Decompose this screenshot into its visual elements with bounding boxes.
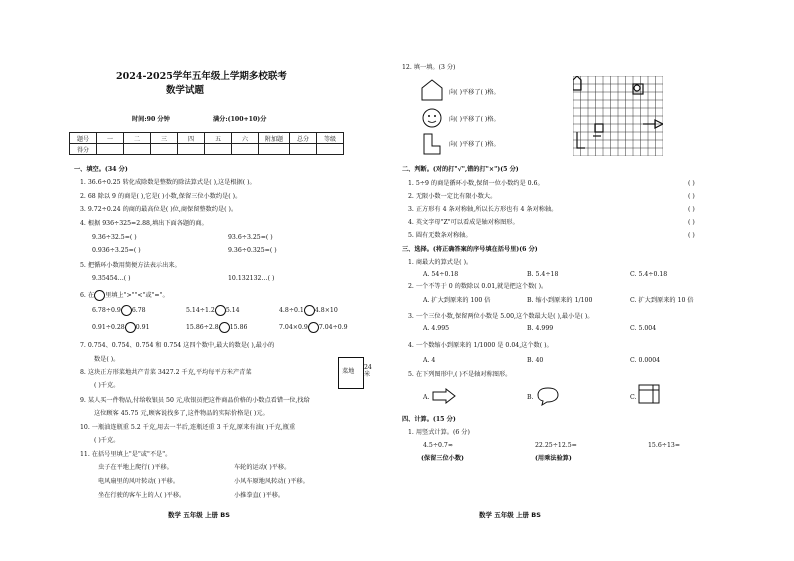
question-6-tail: 里填上">""<"或"="。 [105,292,169,299]
circle-blank-icon [94,290,105,301]
translation-grid-figure [573,76,663,156]
judge-item: 4. 英文字母"Z"可以看成是轴对称图形。 [408,219,519,226]
q12-row: 向( )平移了( )格。 [449,141,500,148]
compare-circle[interactable] [219,322,230,333]
question-12: 12. 填一填。(3 分) [402,64,456,71]
question-4b: 93.6÷3.25=( ) [228,234,273,241]
score-cell[interactable] [290,144,317,155]
arrow-shape-icon [432,388,456,404]
section-4-heading: 四、计算。(15 分) [402,416,456,423]
question-4a: 9.36÷32.5=( ) [92,234,137,241]
score-cell[interactable] [124,144,151,155]
smiley-face-icon [422,108,442,128]
question-11-item: 坐在行驶的客车上的人( )平移。 [98,492,186,499]
judge-item: 5. 圆有无数条对称轴。 [408,232,472,239]
choice-option[interactable]: B. 缩小到原来的 1/100 [527,297,593,304]
speech-bubble-icon [536,386,560,406]
question-6-lead: 6. 在 [80,292,95,299]
question-4: 4. 根据 936÷325=2.88,填出下面各题的商。 [80,220,208,227]
choice-option[interactable]: A. 4.995 [423,325,450,332]
vegetable-plot-figure [338,357,364,389]
compare-item: 4.8÷0.1 4.8×10 [279,307,338,314]
choice-option[interactable]: A. 扩大到原来的 100 倍 [423,297,491,304]
choice-question: 1. 商最大的算式是( )。 [408,259,473,266]
compare-circle[interactable] [308,322,319,333]
score-cell[interactable] [317,144,344,155]
question-5b: 10.132132…( ) [228,275,275,282]
exam-time: 时间:90 分钟 [132,116,170,123]
question-9: 9. 某人买一件物品,付给收银员 50 元,收银员把这件商品价格的小数点看错一位,找给 [80,397,310,404]
choice-option[interactable]: B. 40 [527,357,544,364]
choice-option[interactable]: B. [527,394,534,401]
question-10: 10. 一瓶油连瓶重 5.2 千克,用去一半后,连瓶还重 3 千克,原来有油( )千克,瓶重 [80,424,296,431]
calc-item: 15.6÷13= [648,442,681,449]
q12-row: 向( )平移了( )格。 [449,116,500,123]
compare-item: 5.14÷1.2 5.14 [186,307,240,314]
judge-item: 2. 无限小数一定比有限小数大。 [408,193,497,200]
score-header-cell: 五 [205,133,232,144]
question-11: 11. 在括号里填上"是"或"不是"。 [80,451,172,458]
score-header-cell: 附加题 [259,133,290,144]
compare-circle[interactable] [125,322,136,333]
score-header-cell: 三 [151,133,178,144]
choice-option[interactable]: C. [630,394,637,401]
exam-title: 2024-2025学年五年级上学期多校联考 [116,71,287,82]
question-7: 7. 0.754、0.7̇54̇、0.75̇4̇ 和 0.754 这四个数中,最大的数是( ),最小的 [80,342,275,349]
choice-question: 2. 一个不等于 0 的数除以 0.01,就是把这个数( )。 [408,283,548,290]
judge-answer[interactable]: ( ) [688,219,695,226]
exam-score: 满分:(100+10)分 [213,116,267,123]
page-footer: 数学 五年级 上册 BS [479,511,541,519]
question-3: 3. 9.72÷0.24 的商的最高位是( )位,商保留整数约是( )。 [80,206,238,213]
score-header-cell: 总分 [290,133,317,144]
section-3-heading: 三、选择。(将正确答案的序号填在括号里)(6 分) [402,246,538,253]
score-header-cell: 六 [232,133,259,144]
compare-item: 7.04×0.9 7.04÷0.9 [279,324,348,331]
score-header-cell: 一 [97,133,124,144]
judge-item: 1. 5÷9 的商是循环小数,保留一位小数约是 0.6。 [408,180,544,187]
choice-question: 5. 在下列图形中,( )不是轴对称图形。 [408,371,512,378]
calc-item: 4.5÷0.7≈ [423,442,454,449]
choice-option[interactable]: C. 0.0004 [630,357,661,364]
compare-item: 15.86÷2.8 15.86 [186,324,248,331]
plot-side-label: 24米 [364,364,372,378]
score-cell[interactable] [178,144,205,155]
score-header-cell: 四 [178,133,205,144]
compare-circle[interactable] [215,305,226,316]
question-4d: 9.36÷0.325=( ) [228,247,277,254]
question-6 [80,290,169,301]
score-header-cell: 题号 [70,133,97,144]
score-cell[interactable] [97,144,124,155]
compare-circle[interactable] [304,305,315,316]
question-4c: 0.936÷3.25=( ) [92,247,141,254]
choice-option[interactable]: A. 4 [423,357,436,364]
score-cell[interactable] [205,144,232,155]
question-10-cont: ( )千克。 [94,437,120,444]
score-table-header-row [70,133,344,144]
score-table-row [70,144,344,155]
score-header-cell: 等级 [317,133,344,144]
choice-option[interactable]: C. 5.004 [630,325,657,332]
score-row-label: 得分 [70,144,97,155]
question-11-item: 虫子在平地上爬行( )平移。 [98,464,173,471]
question-5: 5. 把循环小数用简便方法表示出来。 [80,262,181,269]
calc-note: (用乘法验算) [535,455,572,462]
grid-square-icon [638,384,660,404]
score-cell[interactable] [259,144,290,155]
compare-item: 0.91÷0.28 0.91 [92,324,150,331]
choice-option[interactable]: C. 5.4÷0.18 [630,271,668,278]
question-11-item: 小推拳直( )平移。 [234,492,285,499]
calc-item: 22.25÷12.5= [535,442,577,449]
question-2: 2. 68 除以 9 的商是( ),它是( )小数,保留三位小数约是( )。 [80,193,242,200]
question-5a: 9.35454…( ) [92,275,131,282]
question-11-item: 电风扇里的风叶转动( )平移。 [98,478,180,485]
judge-answer[interactable]: ( ) [688,232,695,239]
choice-option[interactable]: A. 54÷0.18 [423,271,459,278]
question-7-cont: 数是( )。 [94,356,120,363]
choice-option[interactable]: B. 5.4÷18 [527,271,559,278]
score-cell[interactable] [151,144,178,155]
judge-answer[interactable]: ( ) [688,180,695,187]
choice-option[interactable]: B. 4.999 [527,325,554,332]
question-8-cont: ( )千克。 [94,382,120,389]
choice-option[interactable]: C. 扩大到原来的 10 倍 [630,297,694,304]
section-2-heading: 二、判断。(对的打"√",错的打"×")(5 分) [402,166,519,173]
calc-instruction: 1. 用竖式计算。(6 分) [408,429,470,436]
choice-option[interactable]: A. [423,394,430,401]
right-page [397,0,794,561]
judge-answer[interactable]: ( ) [688,206,695,213]
score-header-cell: 二 [124,133,151,144]
compare-circle[interactable] [121,305,132,316]
q12-row: 向( )平移了( )格。 [449,89,500,96]
question-1: 1. 36.6÷0.25 转化成除数是整数的除法算式是( ),这是根据( )。 [80,179,256,186]
question-8: 8. 这块正方形菜地共产青菜 3427.2 千克,平均每平方米产青菜 [80,369,252,376]
house-shape-icon [421,79,443,101]
judge-item: 3. 正方形有 4 条对称轴,所以长方形也有 4 条对称轴。 [408,206,558,213]
question-9-cont: 这位顾客 45.75 元,顾客说找多了,这件物品的实际价格是( )元。 [94,410,269,417]
choice-question: 4. 一个数缩小到原来的 1/1000 是 0.04,这个数( )。 [408,342,553,349]
score-table [69,132,344,155]
choice-question: 3. 一个三位小数,保留两位小数是 5.00,这个数最大是( ),最小是( )。 [408,313,594,320]
calc-note: (保留三位小数) [421,455,464,462]
judge-answer[interactable]: ( ) [688,193,695,200]
l-shape-icon [422,133,442,155]
section-1-heading: 一、填空。(34 分) [74,166,128,173]
score-cell[interactable] [232,144,259,155]
compare-item: 6.78÷0.9 6.78 [92,307,146,314]
page-footer: 数学 五年级 上册 BS [168,511,230,519]
question-11-item: 车轮的运动( )平移。 [234,464,291,471]
plot-label: 菜地 [342,368,355,375]
question-11-item: 小风车原地风转动( )平移。 [234,478,309,485]
exam-subtitle: 数学试题 [166,85,205,96]
